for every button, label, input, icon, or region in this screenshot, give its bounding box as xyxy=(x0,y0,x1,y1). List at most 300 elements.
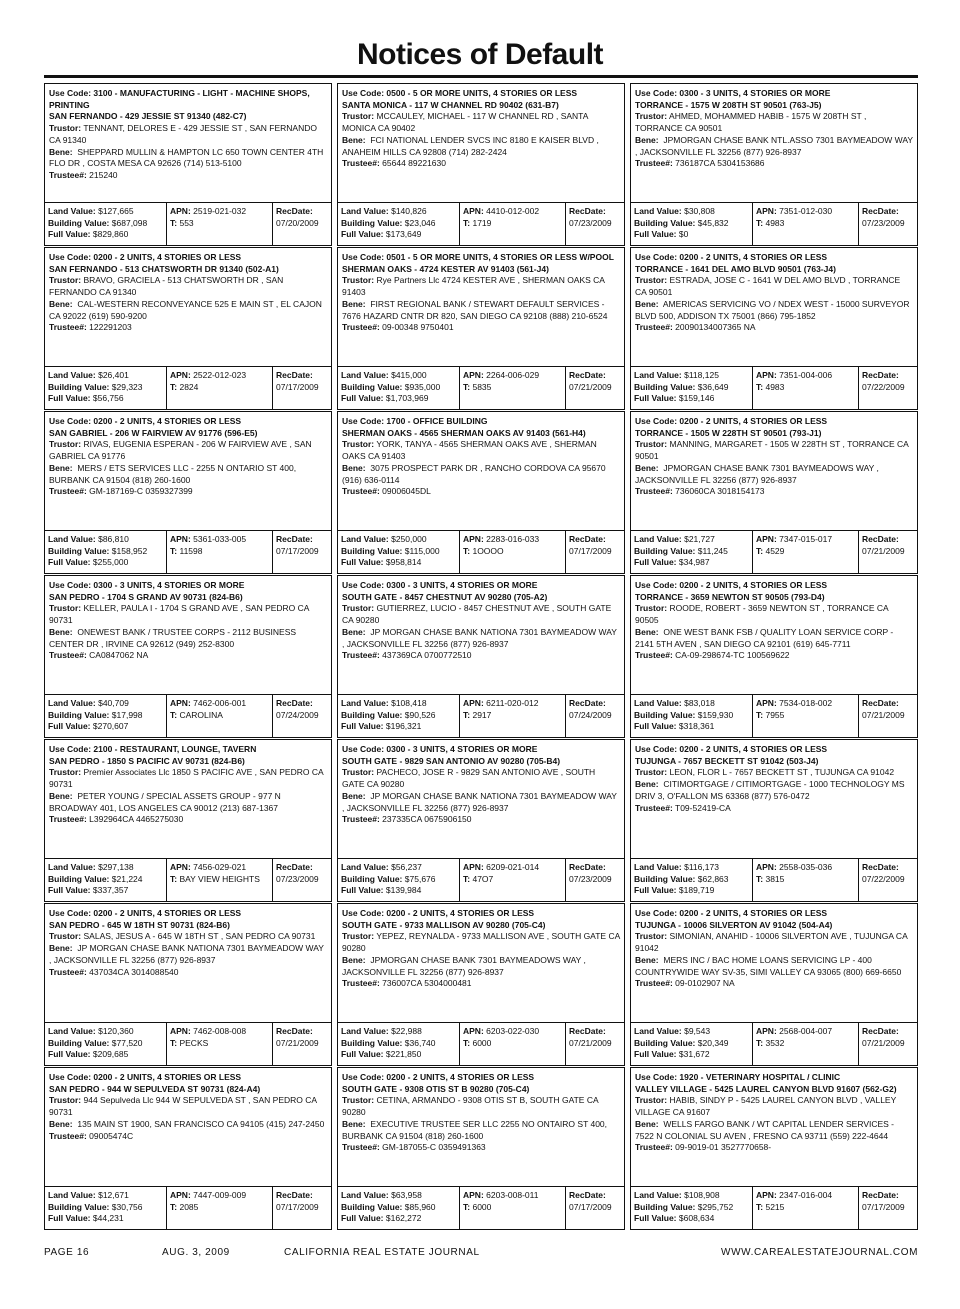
trustor-value: RIVAS, EUGENIA ESPERAN - 206 W FAIRVIEW AVE , SAN GABRIEL CA 91776 xyxy=(49,439,312,462)
building-value: $20,349 xyxy=(697,1037,729,1048)
notice-body xyxy=(338,576,624,694)
land-value-label: Land Value: xyxy=(634,862,682,872)
bene-line xyxy=(635,463,913,486)
apn-value: 5361-033-005 xyxy=(193,534,247,544)
trustee-value: 09006045DL xyxy=(382,486,431,497)
trustor-value: LEON, FLOR L - 7657 BECKETT ST , TUJUNGA CA 91042 xyxy=(669,767,895,778)
bene-label: Bene: xyxy=(635,298,659,309)
value-table xyxy=(338,366,624,409)
apn-line xyxy=(170,206,269,218)
tract-label: T: xyxy=(170,381,178,392)
tract-line xyxy=(756,218,855,230)
land-value-line xyxy=(634,534,749,546)
trustor-label: Trustor: xyxy=(49,123,82,134)
value-table xyxy=(45,694,331,737)
property-address: SAN GABRIEL - 206 W FAIRVIEW AV 91776 (596-E5) xyxy=(49,427,258,438)
bene-line xyxy=(342,463,620,486)
apn-label: APN: xyxy=(170,534,191,544)
trustor-line xyxy=(49,275,327,298)
land-value: $30,808 xyxy=(684,206,715,216)
land-value: $9,543 xyxy=(684,1026,711,1036)
tract-label: T: xyxy=(170,217,178,228)
building-value: $21,224 xyxy=(111,873,143,884)
notice-body xyxy=(631,904,917,1022)
trustee-value: 237335CA 0675906150 xyxy=(382,814,472,825)
apn-cell xyxy=(166,1023,272,1065)
tract-line xyxy=(463,218,562,230)
full-value-label: Full Value: xyxy=(341,557,384,568)
recdate-value: 07/17/2009 xyxy=(862,1201,905,1212)
bene-line xyxy=(49,463,327,486)
trustee-value: L392964CA 4465275030 xyxy=(89,814,184,825)
building-value-line xyxy=(341,382,456,394)
recdate-cell xyxy=(565,367,624,409)
bene-value: JP MORGAN CHASE BANK NATIONA 7301 BAYMEADOW WAY , JACKSONVILLE FL 32256 (877) 926-8937 xyxy=(342,626,617,649)
tract-value: 1719 xyxy=(472,217,492,228)
building-value-label: Building Value: xyxy=(634,1037,696,1048)
trustee-value: 09005474C xyxy=(89,1130,134,1141)
land-value: $83,018 xyxy=(684,698,715,708)
apn-line xyxy=(170,1026,269,1038)
values-cell xyxy=(45,695,166,737)
full-value-label: Full Value: xyxy=(341,885,384,896)
bene-value: SHEPPARD MULLIN & HAMPTON LC 650 TOWN CENTER 4TH FLO DR , COSTA MESA CA 92626 (714) 513-5100 xyxy=(49,146,324,169)
tract-value: 2085 xyxy=(179,1201,199,1212)
apn-value: 7534-018-002 xyxy=(779,698,833,708)
apn-cell xyxy=(752,367,858,409)
notice-body xyxy=(631,248,917,366)
recdate-label: RecDate: xyxy=(276,534,313,544)
use-code: Use Code: 0200 - 2 UNITS, 4 STORIES OR LESS xyxy=(49,416,242,426)
values-cell xyxy=(631,531,752,573)
bene-value: MERS / ETS SERVICES LLC - 2255 N ONTARIO ST 400, BURBANK CA 91504 (818) 260-1600 xyxy=(49,462,297,485)
tract-line xyxy=(756,382,855,394)
trustor-label: Trustor: xyxy=(342,1095,375,1106)
recdate-label: RecDate: xyxy=(276,698,313,708)
trustor-line xyxy=(342,603,620,626)
recdate-cell xyxy=(565,531,624,573)
trustor-label: Trustor: xyxy=(342,439,375,450)
land-value-label: Land Value: xyxy=(341,534,389,544)
apn-value: 7462-006-001 xyxy=(193,698,247,708)
trustee-label: Trustee#: xyxy=(342,978,380,989)
notice-body xyxy=(631,84,917,202)
recdate-value: 07/17/2009 xyxy=(276,545,319,556)
full-value: $31,672 xyxy=(678,1049,710,1060)
values-cell xyxy=(45,1023,166,1065)
building-value: $36,649 xyxy=(697,381,729,392)
trustee-line xyxy=(635,322,913,334)
trustor-value: YEPEZ, REYNALDA - 9733 MALLISON AVE , SOUTH GATE CA 90280 xyxy=(342,931,620,954)
building-value-line xyxy=(341,218,456,230)
full-value: $189,719 xyxy=(678,885,715,896)
trustee-value: 736060CA 3018154173 xyxy=(675,486,765,497)
notice-body xyxy=(338,248,624,366)
land-value: $63,958 xyxy=(391,1190,422,1200)
bene-label: Bene: xyxy=(49,790,73,801)
apn-cell xyxy=(459,531,565,573)
apn-label: APN: xyxy=(463,370,484,380)
trustor-line xyxy=(635,603,913,626)
trustee-label: Trustee#: xyxy=(49,814,87,825)
tract-line xyxy=(170,1038,269,1050)
land-value-label: Land Value: xyxy=(341,1190,389,1200)
land-value-label: Land Value: xyxy=(48,370,96,380)
use-code: Use Code: 0200 - 2 UNITS, 4 STORIES OR LESS xyxy=(635,416,828,426)
apn-line xyxy=(756,206,855,218)
full-value-label: Full Value: xyxy=(341,721,384,732)
apn-line xyxy=(463,698,562,710)
tract-label: T: xyxy=(463,381,471,392)
land-value: $297,138 xyxy=(98,862,134,872)
notice-card xyxy=(337,83,625,246)
trustor-label: Trustor: xyxy=(49,275,82,286)
land-value-label: Land Value: xyxy=(48,206,96,216)
building-value-line xyxy=(48,1038,163,1050)
values-cell xyxy=(338,1187,459,1229)
notice-body xyxy=(631,412,917,530)
building-value-label: Building Value: xyxy=(634,709,696,720)
value-table xyxy=(631,530,917,573)
building-value-label: Building Value: xyxy=(341,873,403,884)
recdate-value: 07/21/2009 xyxy=(569,1037,612,1048)
land-value-line xyxy=(48,1190,163,1202)
notice-card xyxy=(337,575,625,738)
full-value: $608,634 xyxy=(678,1213,715,1224)
values-cell xyxy=(45,859,166,901)
tract-label: T: xyxy=(756,217,764,228)
property-address: SAN PEDRO - 1850 S PACIFIC AV 90731 (824-B6) xyxy=(49,755,245,766)
tract-line xyxy=(170,382,269,394)
trustee-label: Trustee#: xyxy=(342,814,380,825)
notice-body xyxy=(338,412,624,530)
notice-card xyxy=(337,247,625,410)
apn-value: 2568-004-007 xyxy=(779,1026,833,1036)
trustor-value: KELLER, PAULA I - 1704 S GRAND AVE , SAN PEDRO CA 90731 xyxy=(49,603,309,626)
trustor-label: Trustor: xyxy=(635,767,668,778)
recdate-value: 07/17/2009 xyxy=(276,381,319,392)
land-value: $56,237 xyxy=(391,862,422,872)
trustee-line xyxy=(49,1131,327,1143)
recdate-value: 07/21/2009 xyxy=(862,1037,905,1048)
tract-value: 5215 xyxy=(765,1201,785,1212)
apn-label: APN: xyxy=(756,534,777,544)
trustee-line xyxy=(342,486,620,498)
trustee-value: 736007CA 5304000481 xyxy=(382,978,472,989)
property-address: TUJUNGA - 10006 SILVERTON AV 91042 (504-A4) xyxy=(635,919,833,930)
recdate-cell xyxy=(565,1187,624,1229)
building-value-line xyxy=(634,218,749,230)
notice-card xyxy=(337,411,625,574)
building-value-label: Building Value: xyxy=(341,1201,403,1212)
trustee-line xyxy=(635,803,913,815)
land-value-line xyxy=(48,1026,163,1038)
apn-line xyxy=(170,534,269,546)
trustor-line xyxy=(635,767,913,779)
value-table xyxy=(631,1186,917,1229)
recdate-cell xyxy=(272,367,331,409)
apn-label: APN: xyxy=(756,862,777,872)
recdate-cell xyxy=(858,367,917,409)
bene-value: ONEWEST BANK / TRUSTEE CORPS - 2112 BUSINESS CENTER DR , IRVINE CA 92612 (949) 252-8300 xyxy=(49,626,297,649)
full-value-label: Full Value: xyxy=(634,229,677,240)
notice-body xyxy=(45,1068,331,1186)
full-value-label: Full Value: xyxy=(341,1049,384,1060)
footer-url[interactable]: WWW.CAREALESTATEJOURNAL.COM xyxy=(721,1247,918,1258)
apn-cell xyxy=(166,367,272,409)
apn-cell xyxy=(166,695,272,737)
trustor-value: HABIB, SINDY P - 5425 LAUREL CANYON BLVD , VALLEY VILLAGE CA 91607 xyxy=(635,1095,897,1118)
apn-cell xyxy=(459,859,565,901)
apn-cell xyxy=(752,859,858,901)
notice-card xyxy=(44,575,332,738)
use-code: Use Code: 0200 - 2 UNITS, 4 STORIES OR LESS xyxy=(342,908,535,918)
bene-label: Bene: xyxy=(342,462,366,473)
tract-label: T: xyxy=(756,1201,764,1212)
notice-body xyxy=(338,740,624,858)
tract-label: T: xyxy=(463,1037,471,1048)
apn-line xyxy=(170,862,269,874)
property-address: TORRANCE - 1575 W 208TH ST 90501 (763-J5) xyxy=(635,99,822,110)
land-value-line xyxy=(634,862,749,874)
values-cell xyxy=(631,1187,752,1229)
land-value-label: Land Value: xyxy=(48,1190,96,1200)
apn-line xyxy=(170,1190,269,1202)
apn-label: APN: xyxy=(756,1026,777,1036)
land-value: $127,665 xyxy=(98,206,134,216)
full-value: $958,814 xyxy=(385,557,422,568)
values-cell xyxy=(338,1023,459,1065)
trustor-line xyxy=(342,111,620,134)
trustor-label: Trustor: xyxy=(635,603,668,614)
trustor-label: Trustor: xyxy=(635,111,668,122)
trustor-line xyxy=(342,275,620,298)
tract-label: T: xyxy=(463,545,471,556)
apn-cell xyxy=(166,203,272,245)
apn-cell xyxy=(166,1187,272,1229)
full-value-label: Full Value: xyxy=(341,1213,384,1224)
full-value-line xyxy=(341,557,456,569)
trustee-label: Trustee#: xyxy=(342,322,380,333)
apn-line xyxy=(463,1026,562,1038)
use-code: Use Code: 0200 - 2 UNITS, 4 STORIES OR LESS xyxy=(635,908,828,918)
land-value: $22,988 xyxy=(391,1026,422,1036)
land-value: $108,418 xyxy=(391,698,427,708)
bene-line xyxy=(342,299,620,322)
full-value-label: Full Value: xyxy=(341,229,384,240)
tract-line xyxy=(170,710,269,722)
bene-label: Bene: xyxy=(635,779,659,790)
recdate-cell xyxy=(272,1023,331,1065)
full-value-line xyxy=(48,393,163,405)
apn-label: APN: xyxy=(463,1190,484,1200)
full-value-line xyxy=(341,1049,456,1061)
full-value-line xyxy=(634,1213,749,1225)
trustee-value: 09-9019-01 3527770658- xyxy=(675,1142,772,1153)
tract-value: PECKS xyxy=(179,1037,209,1048)
notice-card xyxy=(44,411,332,574)
property-address: SOUTH GATE - 9829 SAN ANTONIO AV 90280 (705-B4) xyxy=(342,755,561,766)
building-value-label: Building Value: xyxy=(48,1037,110,1048)
notice-body xyxy=(45,740,331,858)
apn-cell xyxy=(166,859,272,901)
bene-value: PETER YOUNG / SPECIAL ASSETS GROUP - 977 N BROADWAY 401, LOS ANGELES CA 90012 (213) 687-1367 xyxy=(49,790,281,813)
value-table xyxy=(338,858,624,901)
recdate-cell xyxy=(858,695,917,737)
apn-label: APN: xyxy=(463,862,484,872)
bene-line xyxy=(49,147,327,170)
full-value: $139,984 xyxy=(385,885,422,896)
tract-line xyxy=(463,382,562,394)
footer-page-number: PAGE 16 xyxy=(44,1247,90,1258)
recdate-label: RecDate: xyxy=(276,206,313,216)
building-value: $23,046 xyxy=(404,217,436,228)
land-value-line xyxy=(48,698,163,710)
full-value-line xyxy=(48,229,163,241)
building-value: $29,323 xyxy=(111,381,143,392)
full-value-line xyxy=(48,557,163,569)
building-value-line xyxy=(48,874,163,886)
trustee-value: GM-187055-C 0359491363 xyxy=(382,1142,486,1153)
notice-card xyxy=(630,411,918,574)
apn-value: 4410-012-002 xyxy=(486,206,540,216)
land-value: $250,000 xyxy=(391,534,427,544)
property-address: TORRANCE - 1505 W 228TH ST 90501 (793-J1) xyxy=(635,427,822,438)
bene-line xyxy=(635,627,913,650)
bene-value: MERS INC / BAC HOME LOANS SERVICING LP - 400 COUNTRYWIDE WAY SV-35, SIMI VALLEY CA 93065 (800) 669-6650 xyxy=(635,954,902,977)
values-cell xyxy=(338,695,459,737)
building-value-line xyxy=(341,546,456,558)
building-value-line xyxy=(48,218,163,230)
apn-label: APN: xyxy=(170,1190,191,1200)
apn-value: 7456-029-021 xyxy=(193,862,247,872)
bene-line xyxy=(49,791,327,814)
recdate-value: 07/23/2009 xyxy=(569,217,612,228)
trustor-label: Trustor: xyxy=(342,931,375,942)
land-value: $86,810 xyxy=(98,534,129,544)
recdate-value: 07/22/2009 xyxy=(862,873,905,884)
trustor-line xyxy=(49,1095,327,1118)
building-value: $30,756 xyxy=(111,1201,143,1212)
full-value-line xyxy=(48,721,163,733)
recdate-label: RecDate: xyxy=(862,206,899,216)
full-value: $829,860 xyxy=(92,229,129,240)
tract-value: 3815 xyxy=(765,873,785,884)
bene-value: JPMORGAN CHASE BANK 7301 BAYMEADOWS WAY , JACKSONVILLE FL 32256 (877) 926-8937 xyxy=(635,462,879,485)
recdate-cell xyxy=(565,203,624,245)
recdate-value: 07/20/2009 xyxy=(276,217,319,228)
apn-value: 6203-008-011 xyxy=(486,1190,539,1200)
trustee-value: 437034CA 3014088540 xyxy=(89,966,179,977)
bene-value: JP MORGAN CHASE BANK NATIONA 7301 BAYMEADOW WAY , JACKSONVILLE FL 32256 (877) 926-8937 xyxy=(49,943,324,965)
bene-line xyxy=(342,791,620,814)
trustee-line xyxy=(635,1142,913,1154)
land-value-line xyxy=(634,1026,749,1038)
land-value-line xyxy=(634,698,749,710)
apn-line xyxy=(756,370,855,382)
trustor-label: Trustor: xyxy=(49,931,82,942)
land-value-line xyxy=(48,370,163,382)
full-value: $159,146 xyxy=(678,393,715,404)
property-address: SAN FERNANDO - 513 CHATSWORTH DR 91340 (502-A1) xyxy=(49,263,279,274)
trustor-line xyxy=(342,1095,620,1118)
trustor-line xyxy=(342,767,620,790)
building-value: $62,863 xyxy=(697,873,729,884)
land-value-line xyxy=(48,534,163,546)
use-code: Use Code: 1700 - OFFICE BUILDING xyxy=(342,416,488,426)
apn-label: APN: xyxy=(463,206,484,216)
trustee-label: Trustee#: xyxy=(49,486,87,497)
value-table xyxy=(45,1022,331,1065)
trustee-line xyxy=(342,1142,620,1154)
recdate-cell xyxy=(565,1023,624,1065)
building-value-line xyxy=(634,1038,749,1050)
recdate-value: 07/17/2009 xyxy=(276,1201,319,1212)
property-address: SHERMAN OAKS - 4565 SHERMAN OAKS AV 91403 (561-H4) xyxy=(342,427,586,438)
apn-value: 6211-020-012 xyxy=(486,698,539,708)
building-value-label: Building Value: xyxy=(48,709,110,720)
bene-line xyxy=(342,955,620,978)
notice-body xyxy=(631,740,917,858)
bene-label: Bene: xyxy=(635,626,659,637)
recdate-cell xyxy=(858,1187,917,1229)
notice-card xyxy=(630,247,918,410)
full-value: $0 xyxy=(678,229,689,240)
apn-value: 7351-004-006 xyxy=(779,370,833,380)
property-address: SAN PEDRO - 1704 S GRAND AV 90731 (824-B6) xyxy=(49,591,243,602)
full-value: $173,649 xyxy=(385,229,422,240)
tract-line xyxy=(170,218,269,230)
value-table xyxy=(45,858,331,901)
building-value-line xyxy=(634,1202,749,1214)
full-value-label: Full Value: xyxy=(48,393,91,404)
value-table xyxy=(631,202,917,245)
notices-grid xyxy=(44,83,918,1230)
recdate-cell xyxy=(858,1023,917,1065)
trustee-label: Trustee#: xyxy=(49,650,87,661)
tract-value: CAROLINA xyxy=(179,709,223,720)
full-value-label: Full Value: xyxy=(48,1049,91,1060)
land-value: $120,360 xyxy=(98,1026,134,1036)
recdate-label: RecDate: xyxy=(862,1190,899,1200)
apn-line xyxy=(463,862,562,874)
notice-card xyxy=(337,903,625,1066)
apn-label: APN: xyxy=(756,1190,777,1200)
land-value: $40,709 xyxy=(98,698,129,708)
trustor-label: Trustor: xyxy=(635,1095,668,1106)
tract-label: T: xyxy=(463,873,471,884)
land-value-label: Land Value: xyxy=(341,370,389,380)
full-value: $56,756 xyxy=(92,393,124,404)
recdate-label: RecDate: xyxy=(862,370,899,380)
full-value-label: Full Value: xyxy=(634,721,677,732)
values-cell xyxy=(338,203,459,245)
building-value-line xyxy=(634,546,749,558)
trustee-line xyxy=(342,650,620,662)
land-value: $118,125 xyxy=(684,370,719,380)
use-code: Use Code: 0200 - 2 UNITS, 4 STORIES OR LESS xyxy=(635,580,828,590)
value-table xyxy=(338,530,624,573)
bene-value: JPMORGAN CHASE BANK 7301 BAYMEADOWS WAY , JACKSONVILLE FL 32256 (877) 926-8937 xyxy=(342,954,586,977)
property-address: SAN FERNANDO - 429 JESSIE ST 91340 (482-C7) xyxy=(49,111,247,122)
apn-label: APN: xyxy=(756,370,777,380)
recdate-cell xyxy=(272,531,331,573)
property-address: SOUTH GATE - 8457 CHESTNUT AV 90280 (705-A2) xyxy=(342,591,548,602)
property-address: VALLEY VILLAGE - 5425 LAUREL CANYON BLVD 91607 (562-G2) xyxy=(635,1083,897,1094)
building-value: $935,000 xyxy=(404,381,441,392)
land-value: $140,826 xyxy=(391,206,427,216)
trustor-value: ESTRADA, JOSE C - 1641 W DEL AMO BLVD , TORRANCE CA 90501 xyxy=(635,275,901,298)
